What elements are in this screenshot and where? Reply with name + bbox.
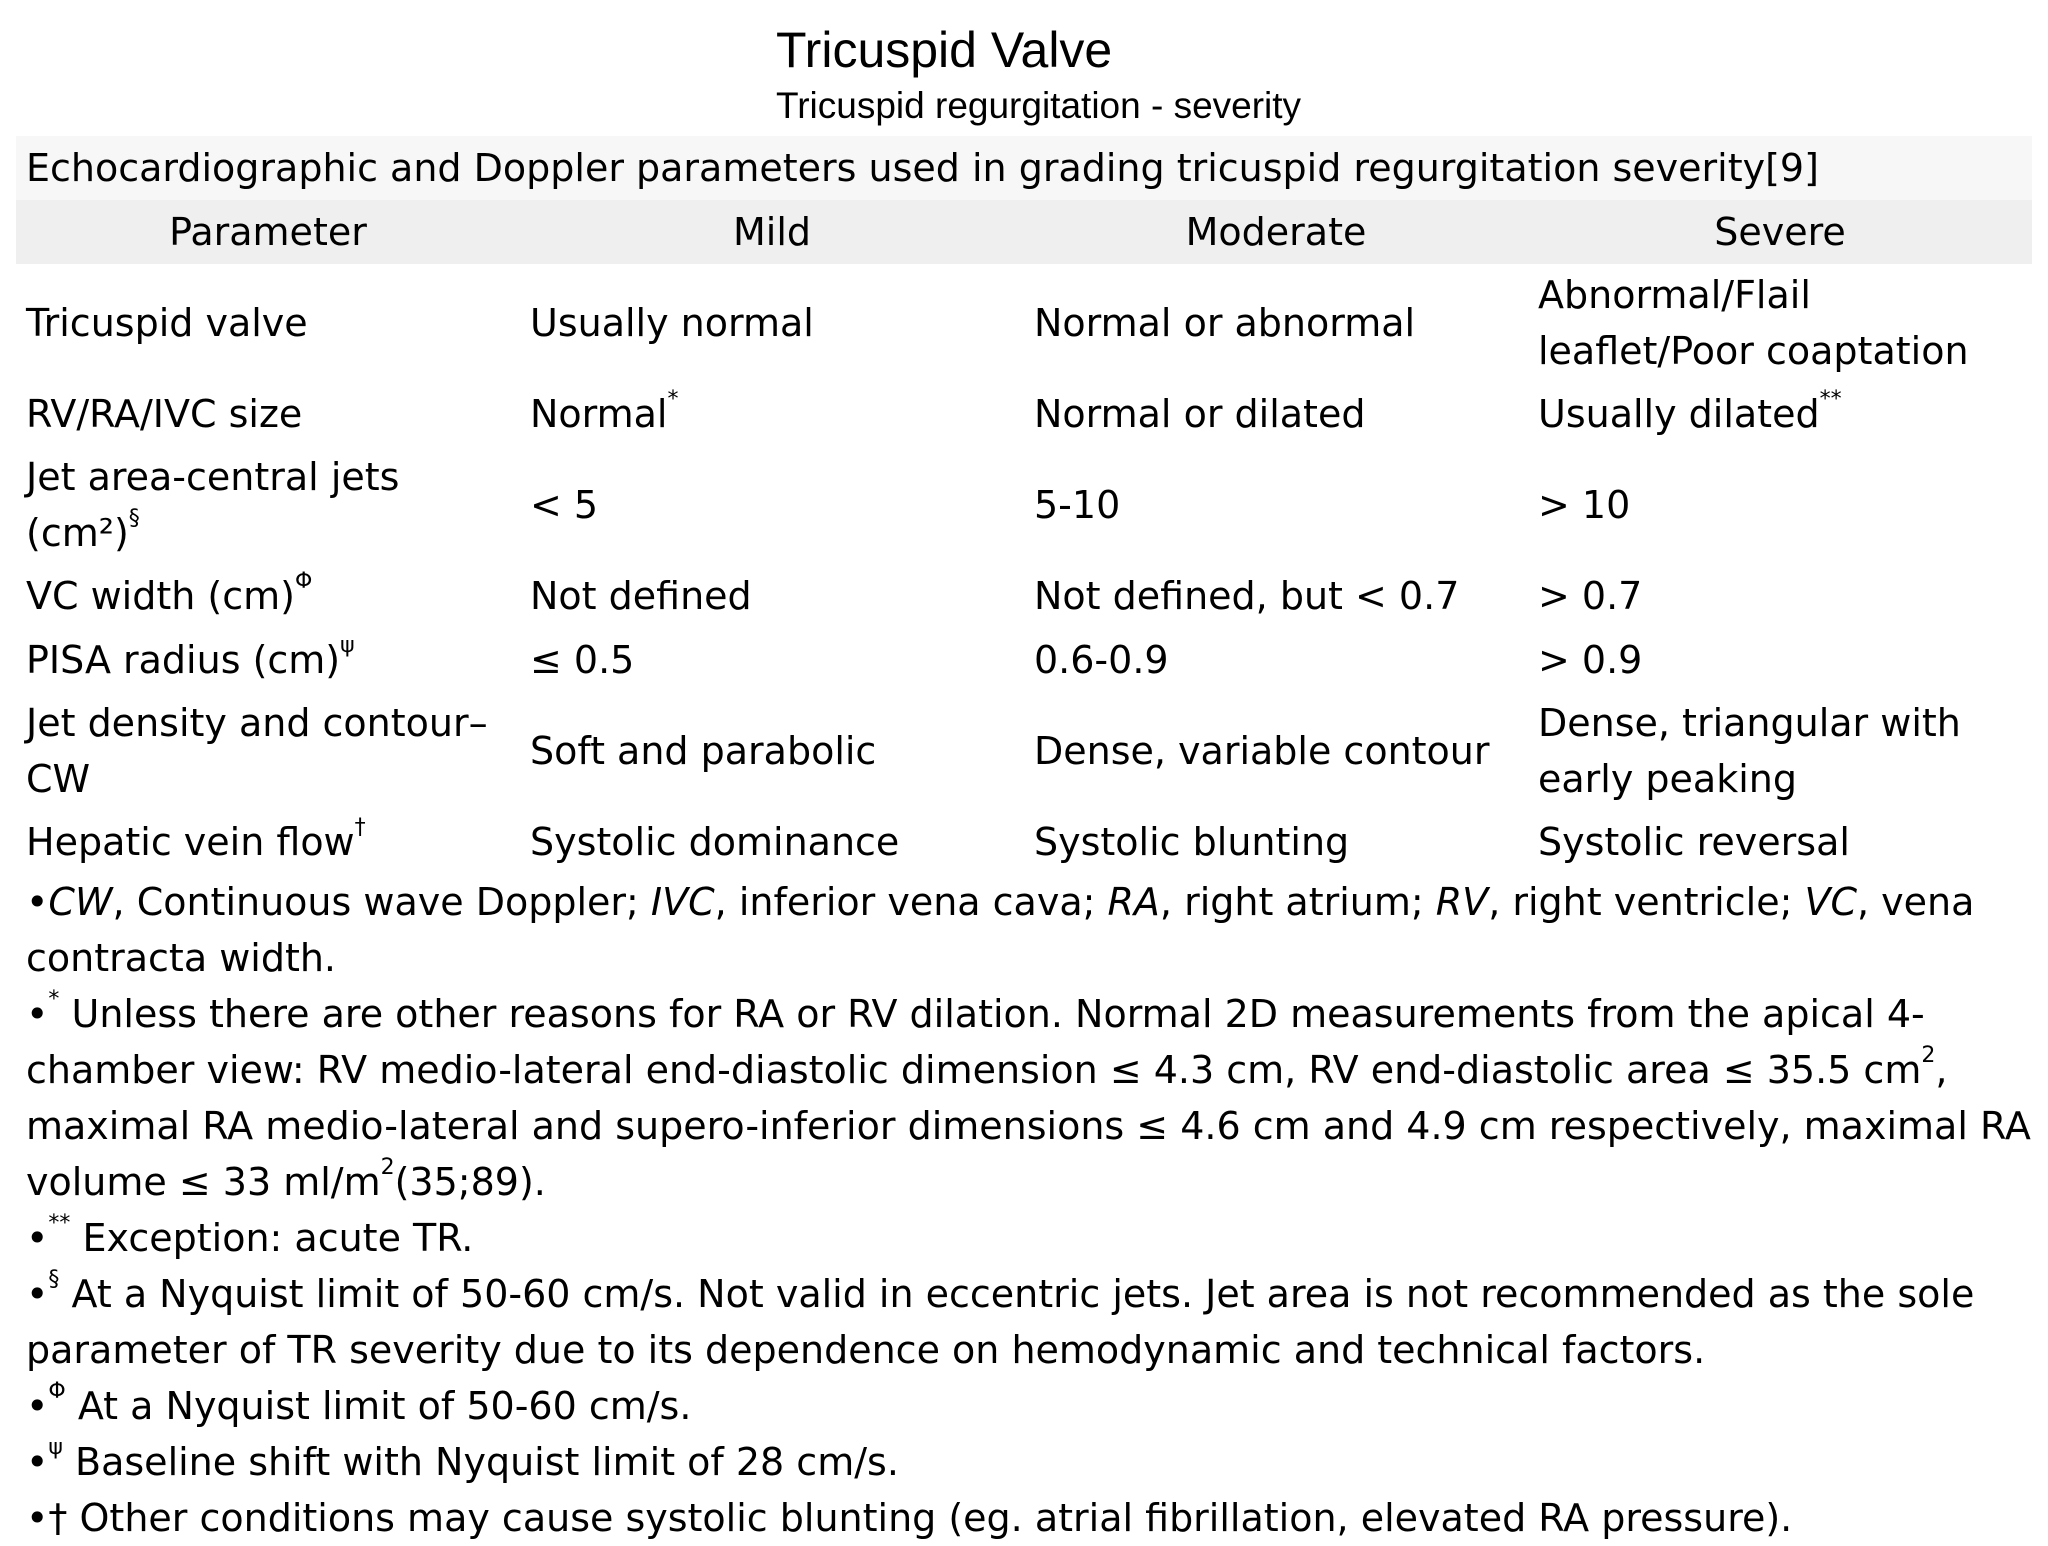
table-row [16, 628, 2032, 692]
footnote-item [26, 1490, 2032, 1546]
table-header-row [16, 200, 2032, 264]
mild-cell: < 5 [530, 483, 599, 527]
footnote-text: Exception: acute TR. [82, 1216, 474, 1260]
footnote-mark: Φ [48, 1379, 66, 1404]
bullet: • [26, 1216, 49, 1260]
severity-table [16, 200, 2032, 874]
column-header-moderate: Moderate [1024, 200, 1528, 264]
severe-cell: Dense, triangular with early peaking [1538, 701, 1961, 801]
footnote-item [26, 1434, 2032, 1490]
abbr-term: IVC [650, 880, 715, 924]
severe-cell: > 0.7 [1538, 574, 1643, 618]
bullet: • [26, 1272, 49, 1316]
abbr-term: RA [1107, 880, 1160, 924]
moderate-cell: Systolic blunting [1034, 820, 1350, 864]
abbr-definition: , Continuous wave Doppler; [112, 880, 651, 924]
table-row [16, 564, 2032, 628]
mild-cell [520, 382, 1024, 446]
bullet: • [26, 1440, 49, 1484]
column-header-parameter: Parameter [16, 200, 520, 264]
abbr-definition: , inferior vena cava; [714, 880, 1108, 924]
bullet: • [26, 992, 49, 1036]
moderate-cell: Dense, variable contour [1034, 729, 1490, 773]
param-text: Hepatic vein flow [26, 820, 355, 864]
footnote-item [26, 986, 2032, 1210]
footnote-mark: * [48, 987, 60, 1012]
slide-subtitle: Tricuspid regurgitation - severity [776, 85, 1302, 126]
footnote-mark: ** [1819, 387, 1842, 412]
severe-cell: Systolic reversal [1538, 820, 1850, 864]
table-row [16, 810, 2032, 874]
footnote-mark: ψ [48, 1435, 63, 1460]
param-text: Jet area-central jets (cm²) [26, 455, 400, 555]
footnote-item [26, 1266, 2032, 1378]
mild-cell: ≤ 0.5 [530, 638, 635, 682]
superscript: 2 [1921, 1043, 1936, 1068]
moderate-cell: Not defined, but < 0.7 [1034, 574, 1460, 618]
severe-text: Usually dilated [1538, 392, 1820, 436]
abbr-definition: , vena contracta width. [26, 880, 1975, 980]
footnote-mark: ψ [340, 633, 355, 658]
param-cell [16, 564, 520, 628]
footnote-text: Unless there are other reasons for RA or RV dilation. Normal 2D measurements from the apical 4-chamber view: RV medio-lateral end-diastolic dimension ≤ 4.3 cm, RV end-diastolic area ≤ 35.5 cm [26, 992, 1925, 1092]
bullet: • [26, 1496, 49, 1540]
footnote-item [26, 1210, 2032, 1266]
footnote-text: , maximal RA medio-lateral and supero-inferior dimensions ≤ 4.6 cm and 4.9 cm respectively, maximal RA volume ≤ 33 ml/m [26, 1048, 2031, 1204]
mild-text: Normal [530, 392, 668, 436]
footnote-mark: * [667, 387, 679, 412]
param-cell: Jet density and contour–CW [26, 701, 488, 801]
footnote-mark: § [48, 1267, 60, 1292]
bullet: • [26, 1384, 49, 1428]
param-cell [16, 446, 520, 564]
severe-cell: > 10 [1538, 483, 1631, 527]
table-row [16, 692, 2032, 810]
mild-cell: Soft and parabolic [530, 729, 877, 773]
mild-cell [520, 264, 1024, 382]
footnote-item [26, 1378, 2032, 1434]
table-row [16, 446, 2032, 564]
param-text: Tricuspid valve [26, 301, 308, 345]
table-row [16, 264, 2032, 382]
footnote-text: At a Nyquist limit of 50-60 cm/s. [77, 1384, 692, 1428]
param-text: VC width (cm) [26, 574, 295, 618]
mild-text: Usually normal [530, 301, 814, 345]
table-row [16, 382, 2032, 446]
slide-title: Tricuspid Valve [776, 22, 1113, 78]
severe-cell: > 0.9 [1538, 638, 1643, 682]
abbr-term: VC [1804, 880, 1857, 924]
mild-cell: Systolic dominance [530, 820, 900, 864]
abbr-definition: , right ventricle; [1488, 880, 1805, 924]
param-cell: RV/RA/IVC size [26, 392, 303, 436]
footnote-text: Baseline shift with Nyquist limit of 28 cm/s. [75, 1440, 899, 1484]
table-caption: Echocardiographic and Doppler parameters used in grading tricuspid regurgitation severity[9] [16, 136, 2032, 200]
footnotes [16, 874, 2032, 1546]
footnote-mark: Φ [295, 569, 313, 594]
severe-cell [1528, 382, 2032, 446]
param-cell [16, 264, 520, 382]
param-cell [16, 628, 520, 692]
mild-cell: Not defined [530, 574, 752, 618]
severe-text: Abnormal/Flail leaflet/Poor coaptation [1538, 273, 1969, 373]
footnote-text: (35;89). [394, 1160, 546, 1204]
footnote-mark: ** [48, 1211, 71, 1236]
param-cell [16, 810, 520, 874]
footnote-text: Other conditions may cause systolic blunting (eg. atrial fibrillation, elevated RA pressure). [79, 1496, 1793, 1540]
severe-cell [1528, 264, 2032, 382]
footnote-mark: † [48, 1496, 68, 1540]
superscript: 2 [380, 1155, 395, 1180]
moderate-cell: Normal or abnormal [1034, 301, 1416, 345]
footnote-mark: † [354, 815, 366, 840]
param-text: PISA radius (cm) [26, 638, 341, 682]
moderate-cell: Normal or dilated [1034, 392, 1366, 436]
bullet: • [26, 880, 49, 924]
moderate-cell: 5-10 [1034, 483, 1121, 527]
moderate-cell: 0.6-0.9 [1034, 638, 1169, 682]
abbr-definition: , right atrium; [1159, 880, 1436, 924]
footnote-text: At a Nyquist limit of 50-60 cm/s. Not valid in eccentric jets. Jet area is not recommended as the sole parameter of TR severity due to its dependence on hemodynamic and technical factors. [26, 1272, 1975, 1372]
abbr-term: CW [48, 880, 113, 924]
column-header-severe: Severe [1528, 200, 2032, 264]
abbreviations-note [26, 874, 2032, 986]
footnote-mark: § [128, 506, 140, 531]
column-header-mild: Mild [520, 200, 1024, 264]
abbr-term: RV [1435, 880, 1489, 924]
main-content [16, 136, 2032, 1546]
